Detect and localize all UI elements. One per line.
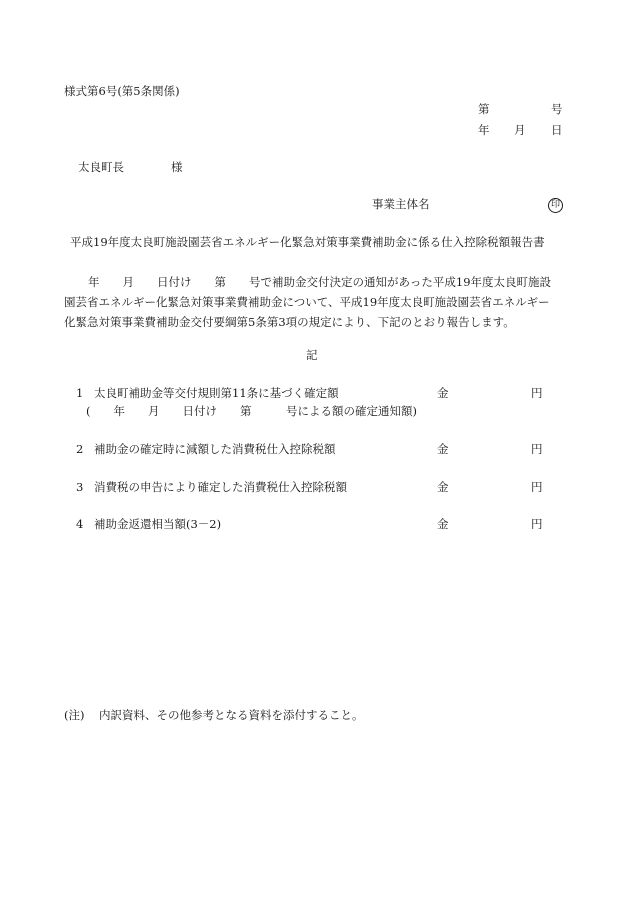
body-line-1: 年 月 日付け 第 号で補助金交付決定の通知があった平成19年度太良町施設	[88, 275, 552, 289]
report-title: 平成19年度太良町施設園芸省エネルギー化緊急対策事業費補助金に係る仕入控除税額報告書	[70, 235, 545, 249]
item-kin: 金	[437, 480, 449, 494]
seal-mark	[548, 198, 563, 213]
item-number: 1	[76, 386, 84, 400]
addressee-sama: 様	[171, 160, 183, 174]
item-en: 円	[531, 442, 543, 456]
item-en: 円	[531, 480, 543, 494]
note-label: (注)	[64, 708, 85, 722]
item-text: 補助金返還相当額(3－2)	[94, 517, 222, 531]
form-number: 様式第6号(第5条関係)	[64, 84, 180, 98]
body-line-3: 化緊急対策事業費補助金交付要綱第5条第3項の規定により、下記のとおり報告します。	[64, 315, 515, 329]
item-number: 2	[76, 442, 84, 456]
item-text: 太良町補助金等交付規則第11条に基づく確定額	[94, 386, 339, 400]
applicant-label: 事業主体名	[372, 197, 430, 211]
note-text: 内訳資料、その他参考となる資料を添付すること。	[99, 708, 364, 722]
item-number: 4	[76, 517, 84, 531]
addressee-town-head: 太良町長	[78, 160, 124, 174]
seal-icon: 印	[548, 198, 563, 213]
doc-number-dai: 第	[478, 102, 490, 116]
item-number: 3	[76, 480, 84, 494]
item-subnote: ( 年 月 日付け 第 号による額の確定通知額)	[86, 404, 417, 418]
date-year: 年	[478, 123, 490, 137]
body-line-2: 園芸省エネルギー化緊急対策事業費補助金について、平成19年度太良町施設園芸省エネルギー	[64, 295, 550, 309]
body-paragraph	[64, 272, 564, 332]
date-month: 月	[514, 123, 526, 137]
item-text: 消費税の申告により確定した消費税仕入控除税額	[94, 480, 347, 494]
item-kin: 金	[437, 517, 449, 531]
ki-heading: 記	[306, 348, 318, 362]
doc-number-gou: 号	[551, 102, 563, 116]
date-day: 日	[551, 123, 563, 137]
item-kin: 金	[437, 442, 449, 456]
item-en: 円	[531, 386, 543, 400]
item-kin: 金	[437, 386, 449, 400]
item-en: 円	[531, 517, 543, 531]
item-text: 補助金の確定時に減額した消費税仕入控除税額	[94, 442, 336, 456]
